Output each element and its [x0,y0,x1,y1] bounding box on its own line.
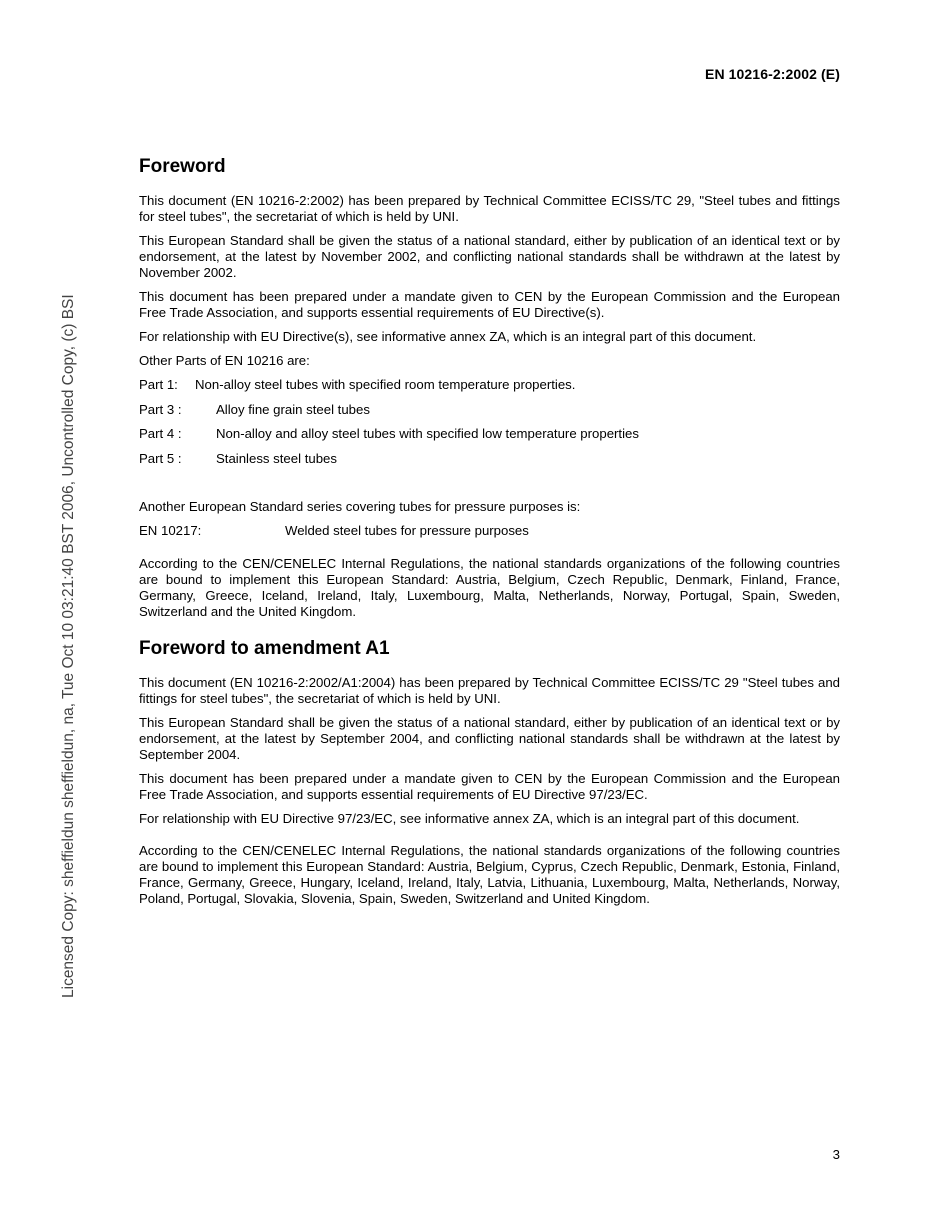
en10217-label: EN 10217: [139,523,202,538]
amendment-paragraph-4: For relationship with EU Directive 97/23/EC, see informative annex ZA, which is an integral part of this document. [139,810,800,826]
part-label: Part 4 : [139,426,182,441]
foreword-heading: Foreword [139,156,226,177]
part-text: Stainless steel tubes [216,450,337,466]
part-text: Non-alloy and alloy steel tubes with specified low temperature properties [216,426,639,441]
foreword-paragraph-2: This European Standard shall be given the status of a national standard, either by publication of an identical text or by endorsement, at the latest by November 2002, and conflicting national standards shall be withdrawn at the latest by November 2002. [139,233,840,280]
page-number: 3 [832,1147,840,1162]
part-label: Part 1: [139,377,178,392]
foreword-paragraph-3: This document has been prepared under a mandate given to CEN by the European Commission and the European Free Trade Association, and supports essential requirements of EU Directive(s). [139,289,840,320]
license-watermark: Licensed Copy: sheffieldun sheffieldun, na, Tue Oct 10 03:21:40 BST 2006, Uncontrolled Copy, (c) BSI [60,294,77,998]
part-list-item [139,451,840,467]
en10217-text: Welded steel tubes for pressure purposes [285,523,529,538]
part-list-item [139,402,840,418]
amendment-paragraph-3: This document has been prepared under a mandate given to CEN by the European Commission and the European Free Trade Association, and supports essential requirements of EU Directive 97/23/EC. [139,770,840,802]
part-list-item [139,377,840,393]
part-label: Part 5 : [139,450,182,466]
amendment-paragraph-1: This document (EN 10216-2:2002/A1:2004) has been prepared by Technical Committee ECISS/TC 29 "Steel tubes and fittings for steel tubes", the secretariat of which is held by UNI. [139,674,840,706]
document-id-header: EN 10216-2:2002 (E) [705,66,840,82]
foreword-paragraph-6: Another European Standard series covering tubes for pressure purposes is: [139,499,581,514]
amendment-paragraph-2: This European Standard shall be given the status of a national standard, either by publication of an identical text or by endorsement, at the latest by September 2004, and conflicting national standards shall be withdrawn at the latest by September 2004. [139,714,840,762]
amendment-heading: Foreword to amendment A1 [139,637,390,659]
part-list-item [139,426,840,442]
main-content [139,154,840,915]
foreword-paragraph-5: Other Parts of EN 10216 are: [139,353,310,368]
foreword-paragraph-1: This document (EN 10216-2:2002) has been prepared by Technical Committee ECISS/TC 29, "Steel tubes and fittings for steel tubes", the secretariat of which is held by UNI. [139,193,840,224]
foreword-paragraph-4: For relationship with EU Directive(s), see informative annex ZA, which is an integral part of this document. [139,329,757,344]
part-text: Alloy fine grain steel tubes [216,401,370,417]
foreword-paragraph-7: According to the CEN/CENELEC Internal Regulations, the national standards organizations of the following countries are bound to implement this European Standard: Austria, Belgium, Czech Republic, Denmark, Finland, France, Germany, Greece, Iceland, Ireland, Italy, Luxembourg, Malta, Netherlands, Norway, Portugal, Spain, Sweden, Switzerland and the United Kingdom. [139,555,840,619]
en10217-item [139,523,840,539]
amendment-paragraph-5: According to the CEN/CENELEC Internal Regulations, the national standards organizations of the following countries are bound to implement this European Standard: Austria, Belgium, Cyprus, Czech Republic, Denmark, Estonia, Finland, France, Germany, Greece, Hungary, Iceland, Ireland, Italy, Latvia, Lithuania, Luxembourg, Malta, Netherlands, Norway, Poland, Portugal, Slovakia, Slovenia, Spain, Sweden, Switzerland and United Kingdom. [139,842,840,906]
part-label: Part 3 : [139,401,182,417]
part-text: Non-alloy steel tubes with specified room temperature properties. [195,377,576,392]
